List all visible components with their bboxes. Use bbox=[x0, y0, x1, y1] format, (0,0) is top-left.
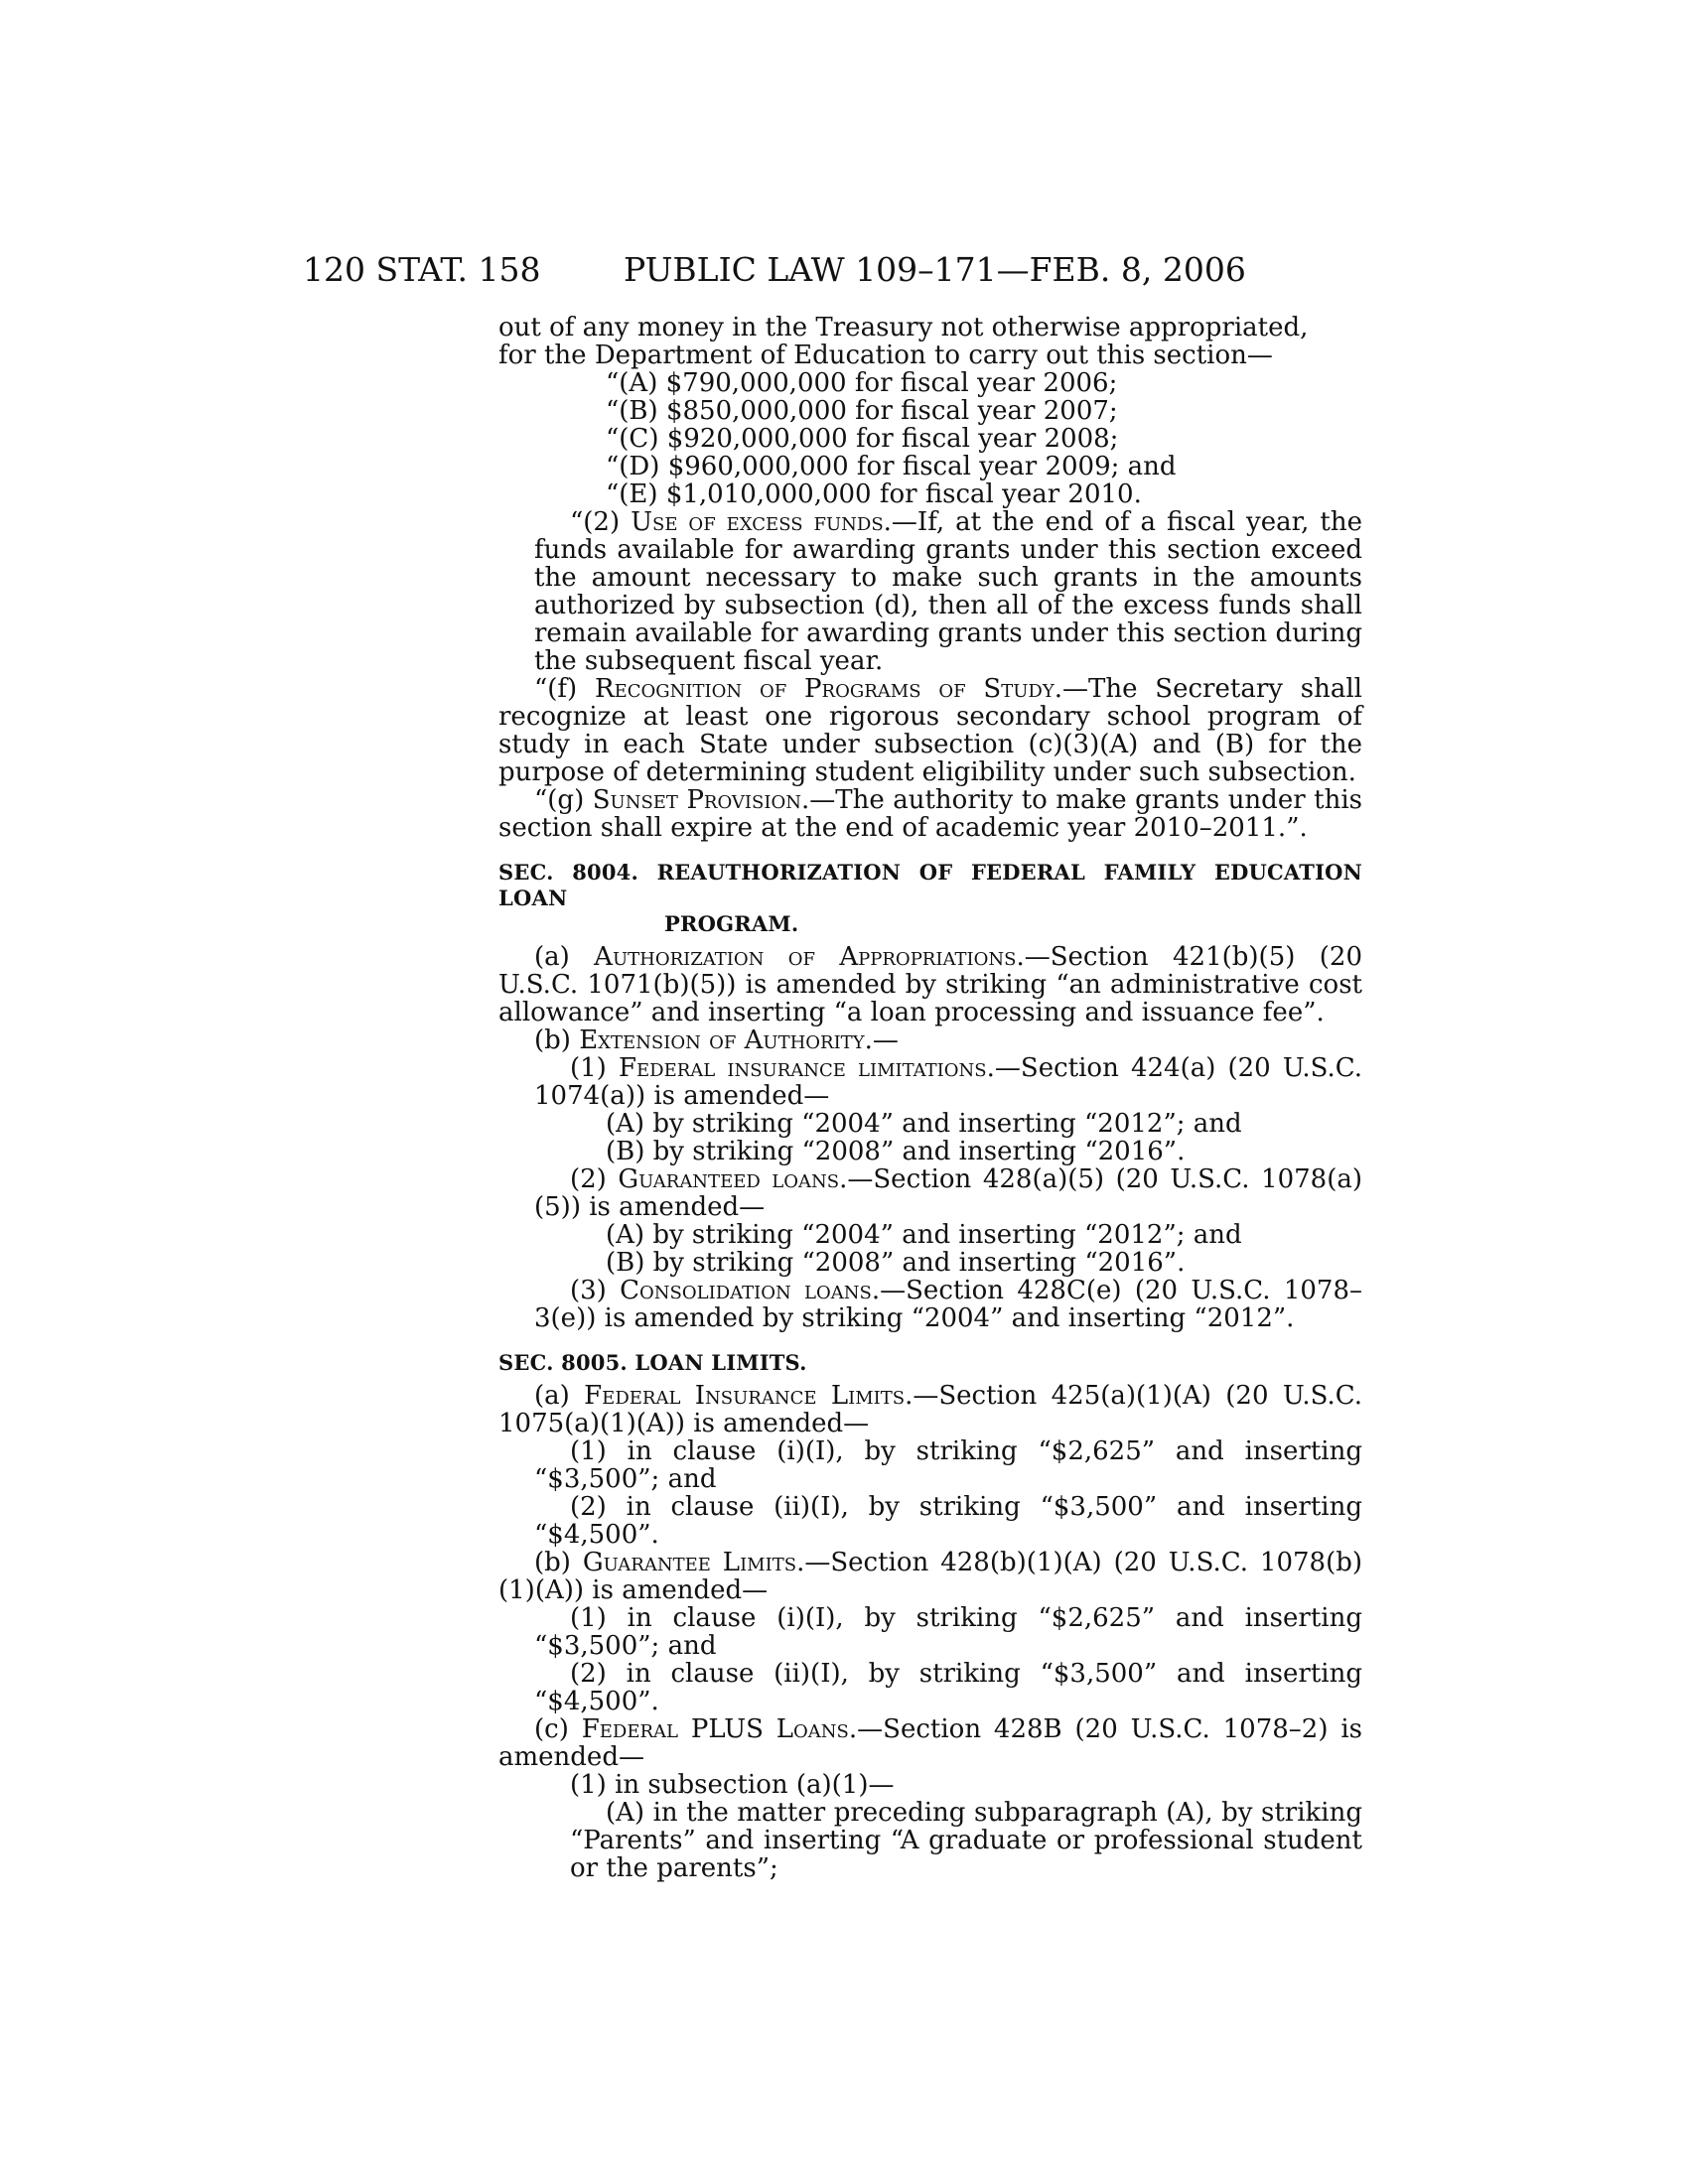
statute-page-number: 120 STAT. 158 bbox=[303, 250, 541, 289]
document-body bbox=[498, 314, 1362, 1882]
paragraph: out of any money in the Treasury not otherwise appropriated, bbox=[498, 313, 1309, 342]
paragraph-heading: Guarantee Limits bbox=[582, 1548, 797, 1577]
list-item: “(C) $920,000,000 for fiscal year 2008; bbox=[606, 424, 1119, 454]
paragraph: for the Department of Education to carry out this section— bbox=[498, 341, 1273, 370]
section-heading-8004: SEC. 8004. REAUTHORIZATION OF FEDERAL FAMILY EDUCATION LOAN PROGRAM. bbox=[498, 860, 1362, 936]
paragraph-heading: Consolidation loans bbox=[620, 1276, 872, 1305]
list-item: (1) in clause (i)(I), by striking “$2,625” and inserting “$3,500”; and bbox=[534, 1603, 1362, 1661]
paragraph-excess-funds: “(2) Use of excess funds.—If, at the end of a fiscal year, the funds available for awarding grants under this section exceed the amount necessary to make such grants in the amounts authorized by subsection (d), then all of the excess funds shall remain available for awarding grants under this section during the subsequent fiscal year. bbox=[534, 507, 1362, 676]
paragraph: (3) Consolidation loans.—Section 428C(e) (20 U.S.C. 1078–3(e)) is amended by striking “2004” and inserting “2012”. bbox=[534, 1276, 1362, 1333]
paragraph-heading: Federal PLUS Loans bbox=[581, 1714, 849, 1744]
paragraph: (1) Federal insurance limitations.—Section 424(a) (20 U.S.C. 1074(a)) is amended— bbox=[534, 1053, 1362, 1111]
list-item: (B) by striking “2008” and inserting “2016”. bbox=[606, 1248, 1186, 1278]
list-item: (A) in the matter preceding subparagraph (A), by striking “Parents” and inserting “A graduate or professional student or the parents”; bbox=[570, 1798, 1362, 1883]
paragraph: (2) Guaranteed loans.—Section 428(a)(5) (20 U.S.C. 1078(a)(5)) is amended— bbox=[534, 1164, 1363, 1222]
paragraph-heading: Federal Insurance Limits bbox=[584, 1381, 906, 1411]
paragraph-heading: Sunset Provision bbox=[592, 785, 801, 815]
paragraph: (c) Federal PLUS Loans.—Section 428B (20 U.S.C. 1078–2) is amended— bbox=[498, 1714, 1363, 1772]
list-item: (1) in clause (i)(I), by striking “$2,625” and inserting “$3,500”; and bbox=[534, 1436, 1362, 1494]
paragraph-heading: Recognition of Programs of Study bbox=[595, 674, 1055, 704]
paragraph-heading: Federal insurance limitations bbox=[618, 1053, 987, 1083]
paragraph: (a) Authorization of Appropriations.—Section 421(b)(5) (20 U.S.C. 1071(b)(5)) is amended by striking “an administrative cost allowance” and inserting “a loan processing and issuance fee”. bbox=[498, 942, 1362, 1027]
paragraph: (b) Guarantee Limits.—Section 428(b)(1)(A) (20 U.S.C. 1078(b)(1)(A)) is amended— bbox=[498, 1548, 1362, 1605]
paragraph-recognition: “(f) Recognition of Programs of Study.—The Secretary shall recognize at least one rigorous secondary school program of study in each State under subsection (c)(3)(A) and (B) for the purpose of determining student eligibility under such subsection. bbox=[498, 674, 1362, 787]
paragraph: (b) Extension of Authority.— bbox=[534, 1025, 899, 1055]
list-item: (1) in subsection (a)(1)— bbox=[570, 1770, 895, 1800]
list-item: (A) by striking “2004” and inserting “2012”; and bbox=[606, 1220, 1242, 1250]
list-item: (B) by striking “2008” and inserting “2016”. bbox=[606, 1137, 1186, 1166]
list-item: “(A) $790,000,000 for fiscal year 2006; bbox=[606, 368, 1118, 398]
paragraph-heading: Extension of Authority bbox=[579, 1025, 865, 1055]
list-item: (2) in clause (ii)(I), by striking “$3,500” and inserting “$4,500”. bbox=[534, 1492, 1362, 1550]
section-heading-8005: SEC. 8005. LOAN LIMITS. bbox=[498, 1350, 807, 1375]
list-item: “(D) $960,000,000 for fiscal year 2009; and bbox=[606, 452, 1177, 481]
paragraph: (a) Federal Insurance Limits.—Section 425(a)(1)(A) (20 U.S.C. 1075(a)(1)(A)) is amended— bbox=[498, 1381, 1362, 1438]
paragraph-sunset: “(g) Sunset Provision.—The authority to make grants under this section shall expire at the end of academic year 2010–2011.”. bbox=[498, 785, 1362, 843]
list-item: (2) in clause (ii)(I), by striking “$3,500” and inserting “$4,500”. bbox=[534, 1659, 1362, 1716]
paragraph-heading: Use of excess funds bbox=[631, 507, 884, 537]
paragraph-heading: Authorization of Appropriations bbox=[594, 942, 1017, 972]
list-item: (A) by striking “2004” and inserting “2012”; and bbox=[606, 1109, 1242, 1139]
list-item: “(E) $1,010,000,000 for fiscal year 2010. bbox=[606, 479, 1142, 509]
paragraph-heading: Guaranteed loans bbox=[618, 1164, 840, 1194]
list-item: “(B) $850,000,000 for fiscal year 2007; bbox=[606, 396, 1118, 426]
running-header: PUBLIC LAW 109–171—FEB. 8, 2006 bbox=[624, 250, 1246, 289]
